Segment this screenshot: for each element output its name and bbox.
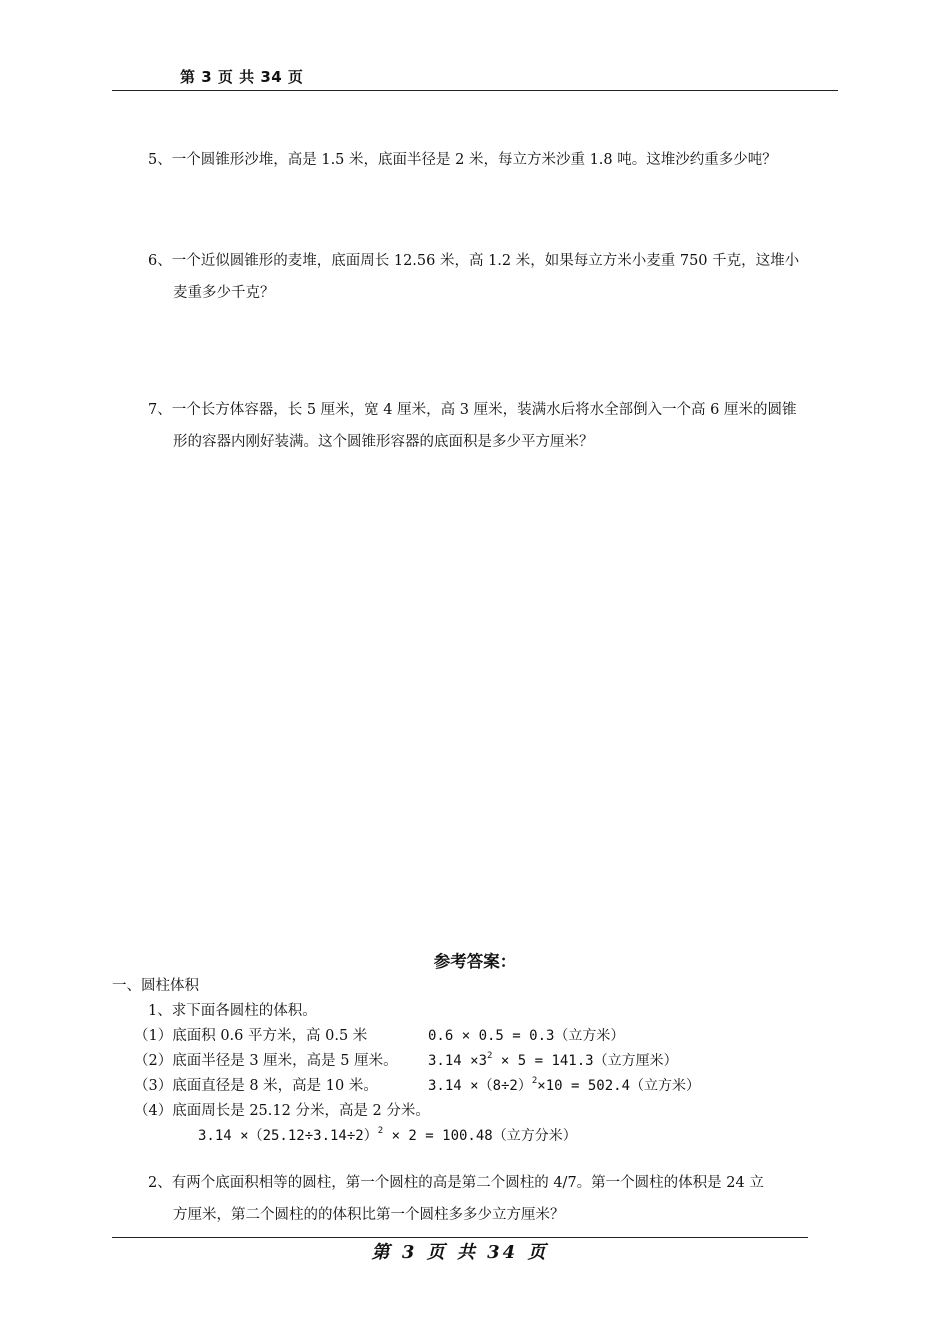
question-6 (148, 245, 799, 309)
question-text-cont: 麦重多少千克？ (173, 285, 275, 301)
question-text: 一个圆锥形沙堆，高是 1.5 米，底面半径是 2 米，每立方米沙重 1.8 吨。这堆沙约重多少吨？ (171, 152, 777, 168)
answer-item-1-calc: 0.6 × 0.5 = 0.3（立方米） (428, 1028, 625, 1044)
question-number: 6、 (148, 253, 172, 269)
answer-item-1-label: （1）底面积 0.6 平方米，高 0.5 米 (134, 1028, 368, 1044)
answer-q2 (148, 1167, 764, 1231)
answer-item-4-calc: $3.14 \times(25.12\div 3.14\div 2)^2 \times 2 = 100.48$（立方分米） (198, 1126, 577, 1144)
answer-item-3-label: （3）底面直径是 8 米，高是 10 米。 (134, 1078, 378, 1094)
answer-q2-line2: 方厘米，第二个圆柱的的体积比第一个圆柱多多少立方厘米？ (173, 1207, 565, 1223)
answer-q1-heading: 1、求下面各圆柱的体积。 (148, 1003, 317, 1019)
question-text-cont: 形的容器内刚好装满。这个圆锥形容器的底面积是多少平方厘米？ (173, 434, 594, 450)
page-footer: 第 3 页 共 34 页 (371, 1242, 549, 1263)
header-divider (112, 90, 838, 91)
answer-item-2-calc: $3.14 \times 3^2 \times 5 = 141.3$（立方厘米） (428, 1051, 678, 1069)
answer-item-2-label: （2）底面半径是 3 厘米，高是 5 厘米。 (134, 1053, 398, 1069)
question-number: 5、 (148, 152, 172, 168)
question-text: 一个长方体容器，长 5 厘米，宽 4 厘米，高 3 厘米，装满水后将水全部倒入一个高 6 厘米的圆锥 (171, 402, 797, 418)
question-5 (148, 144, 777, 176)
question-text: 一个近似圆锥形的麦堆，底面周长 12.56 米，高 1.2 米，如果每立方米小麦重 750 千克，这堆小 (171, 253, 800, 269)
question-number: 7、 (148, 402, 172, 418)
answer-item-3-calc: $3.14 \times(8\div 2)^2\times 10 = 502.4$（立方米） (428, 1076, 700, 1094)
page-header: 第 3 页 共 34 页 (180, 68, 304, 86)
section-heading: 一、圆柱体积 (112, 978, 199, 994)
question-7 (148, 394, 797, 458)
answer-item-4-label: （4）底面周长是 25.12 分米，高是 2 分米。 (134, 1103, 430, 1119)
answers-title: 参考答案： (433, 952, 517, 971)
answer-q2-line1: 2、有两个底面积相等的圆柱，第一个圆柱的高是第二个圆柱的 4/7。第一个圆柱的体积是 24 立 (148, 1175, 764, 1191)
